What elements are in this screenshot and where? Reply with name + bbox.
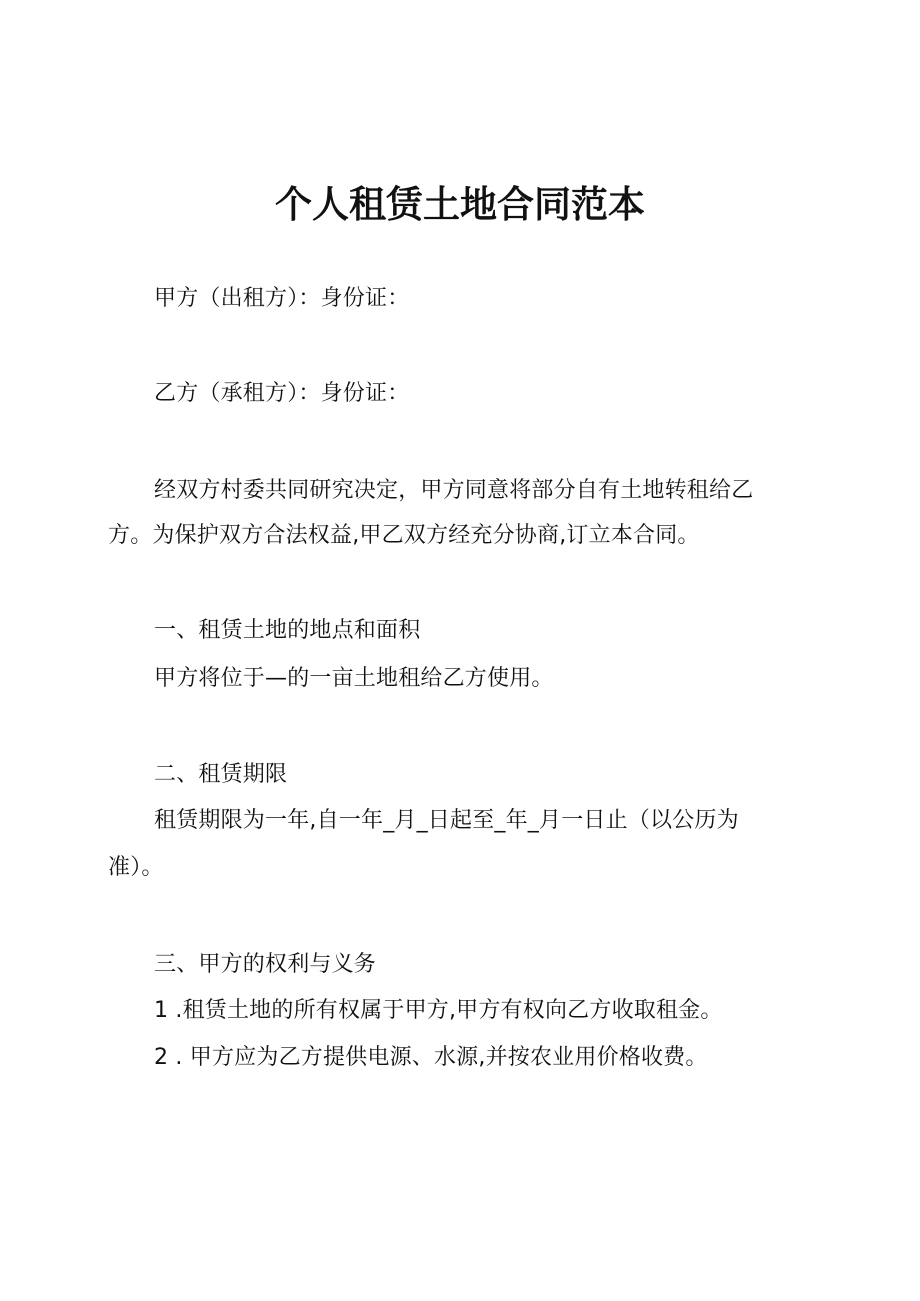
section-heading-2: 二、租赁期限	[154, 762, 288, 787]
preamble-line-1: 经双方村委共同研究决定，甲方同意将部分自有土地转租给乙	[154, 478, 754, 503]
preamble-line-2: 方。为保护双方合法权益,甲乙双方经充分协商,订立本合同。	[108, 523, 700, 548]
section-3-line-1: 1 .租赁土地的所有权属于甲方,甲方有权向乙方收取租金。	[154, 998, 723, 1023]
section-2-line-2: 准）。	[108, 855, 164, 880]
document-title: 个人租赁土地合同范本	[275, 183, 645, 226]
party-a-line: 甲方（出租方）：身份证：	[154, 286, 410, 311]
section-heading-3: 三、甲方的权利与义务	[154, 952, 377, 977]
section-2-line-1: 租赁期限为一年,自一年_月_日起至_年_月一日止（以公历为	[154, 808, 739, 833]
party-b-line: 乙方（承租方）：身份证：	[154, 381, 410, 406]
section-3-line-2: 2 . 甲方应为乙方提供电源、水源,并按农业用价格收费。	[154, 1045, 708, 1070]
section-heading-1: 一、租赁土地的地点和面积	[154, 618, 421, 643]
section-1-line-1: 甲方将位于—的一亩土地租给乙方使用。	[154, 666, 554, 691]
